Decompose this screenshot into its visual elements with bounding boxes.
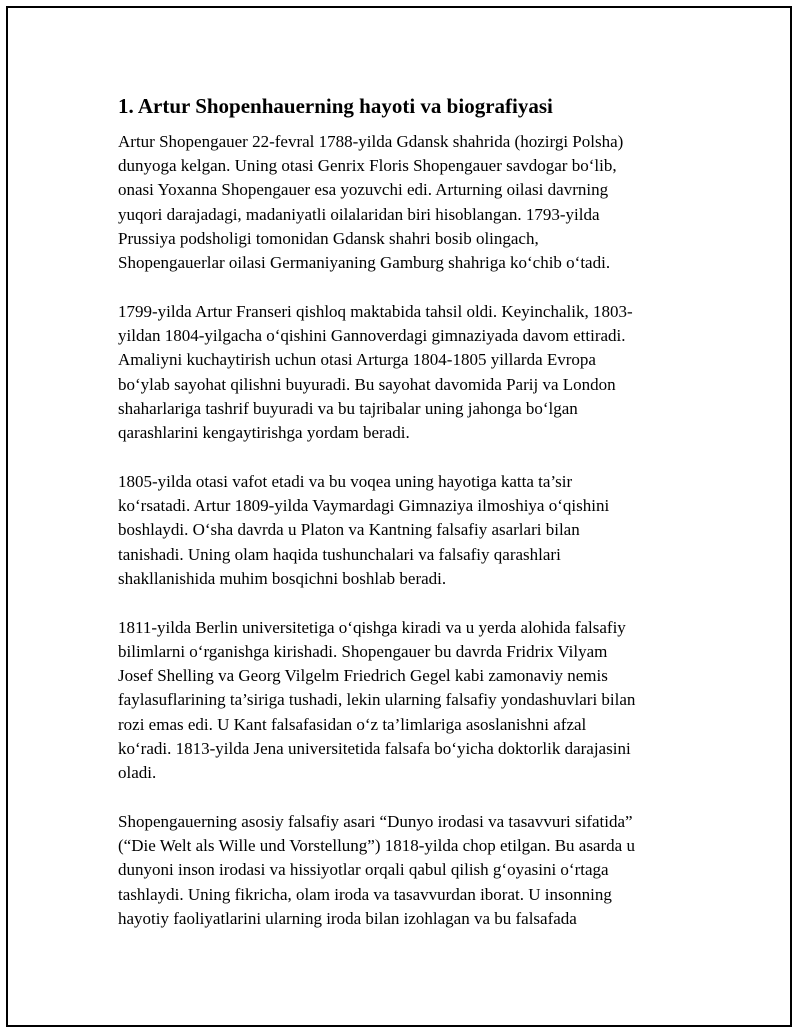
paragraph-father-death xyxy=(118,470,688,591)
document-body xyxy=(118,92,688,956)
paragraph-main-work xyxy=(118,810,688,931)
text-line: shakllanishida muhim bosqichni boshlab beradi. xyxy=(118,568,447,588)
text-line: boshlaydi. O‘sha davrda u Platon va Kantning falsafiy asarlari bilan xyxy=(118,520,580,540)
text-line: Josef Shelling va Georg Vilgelm Friedrich Gegel kabi zamonaviy nemis xyxy=(118,666,608,686)
text-line: Prussiya podsholigi tomonidan Gdansk shahri bosib olingach, xyxy=(118,228,539,248)
text-line: 1799-yilda Artur Franseri qishloq maktabida tahsil oldi. Keyinchalik, 1803- xyxy=(118,302,633,322)
text-line: dunyoga kelgan. Uning otasi Genrix Floris Shopengauer savdogar bo‘lib, xyxy=(118,156,617,176)
text-line: tanishadi. Uning olam haqida tushunchalari va falsafiy qarashlari xyxy=(118,544,561,564)
text-line: qarashlarini kengaytirishga yordam beradi. xyxy=(118,423,410,443)
text-line: (“Die Welt als Wille und Vorstellung”) 1818-yilda chop etilgan. Bu asarda u xyxy=(118,836,635,856)
text-line: bo‘ylab sayohat qilishni buyuradi. Bu sayohat davomida Parij va London xyxy=(118,374,616,394)
paragraph-university xyxy=(118,616,688,785)
text-line: ko‘rsatadi. Artur 1809-yilda Vaymardagi Gimnaziya ilmoshiya o‘qishini xyxy=(118,496,610,516)
text-line: oladi. xyxy=(118,763,157,783)
text-line: faylasuflarining ta’siriga tushadi, lekin ularning falsafiy yondashuvlari bilan xyxy=(118,690,636,710)
text-line: hayotiy faoliyatlarini ularning iroda bilan izohlagan va bu falsafada xyxy=(118,908,577,928)
paragraph-early-life xyxy=(118,130,688,275)
text-line: Artur Shopengauer 22-fevral 1788-yilda Gdansk shahrida (hozirgi Polsha) xyxy=(118,132,624,151)
text-line: rozi emas edi. U Kant falsafasidan o‘z ta’limlariga asoslanishni afzal xyxy=(118,714,587,734)
text-line: yuqori darajadagi, madaniyatli oilalaridan biri hisoblangan. 1793-yilda xyxy=(118,204,600,224)
text-line: Amaliyni kuchaytirish uchun otasi Arturga 1804-1805 yillarda Evropa xyxy=(118,350,596,370)
text-line: ko‘radi. 1813-yilda Jena universitetida falsafa bo‘yicha doktorlik darajasini xyxy=(118,738,631,758)
text-line: yildan 1804-yilgacha o‘qishini Gannoverdagi gimnaziyada davom ettiradi. xyxy=(118,326,626,346)
text-line: onasi Yoxanna Shopengauer esa yozuvchi edi. Arturning oilasi davrning xyxy=(118,180,609,200)
paragraph-education xyxy=(118,300,688,445)
text-line: Shopengauerning asosiy falsafiy asari “Dunyo irodasi va tasavvuri sifatida” xyxy=(118,812,633,832)
text-line: bilimlarni o‘rganishga kirishadi. Shopengauer bu davrda Fridrix Vilyam xyxy=(118,642,608,662)
text-line: 1805-yilda otasi vafot etadi va bu voqea uning hayotiga katta ta’sir xyxy=(118,472,573,492)
section-heading: 1. Artur Shopenhauerning hayoti va biografiyasi xyxy=(118,94,553,118)
text-line: 1811-yilda Berlin universitetiga o‘qishga kiradi va u yerda alohida falsafiy xyxy=(118,617,626,637)
text-line: dunyoni inson irodasi va hissiyotlar orqali qabul qilish g‘oyasini o‘rtaga xyxy=(118,860,609,880)
text-line: tashlaydi. Uning fikricha, olam iroda va tasavvurdan iborat. U insonning xyxy=(118,884,612,904)
text-line: shaharlariga tashrif buyuradi va bu tajribalar uning jahonga bo‘lgan xyxy=(118,398,578,418)
text-line: Shopengauerlar oilasi Germaniyaning Gamburg shahriga ko‘chib o‘tadi. xyxy=(118,253,611,273)
